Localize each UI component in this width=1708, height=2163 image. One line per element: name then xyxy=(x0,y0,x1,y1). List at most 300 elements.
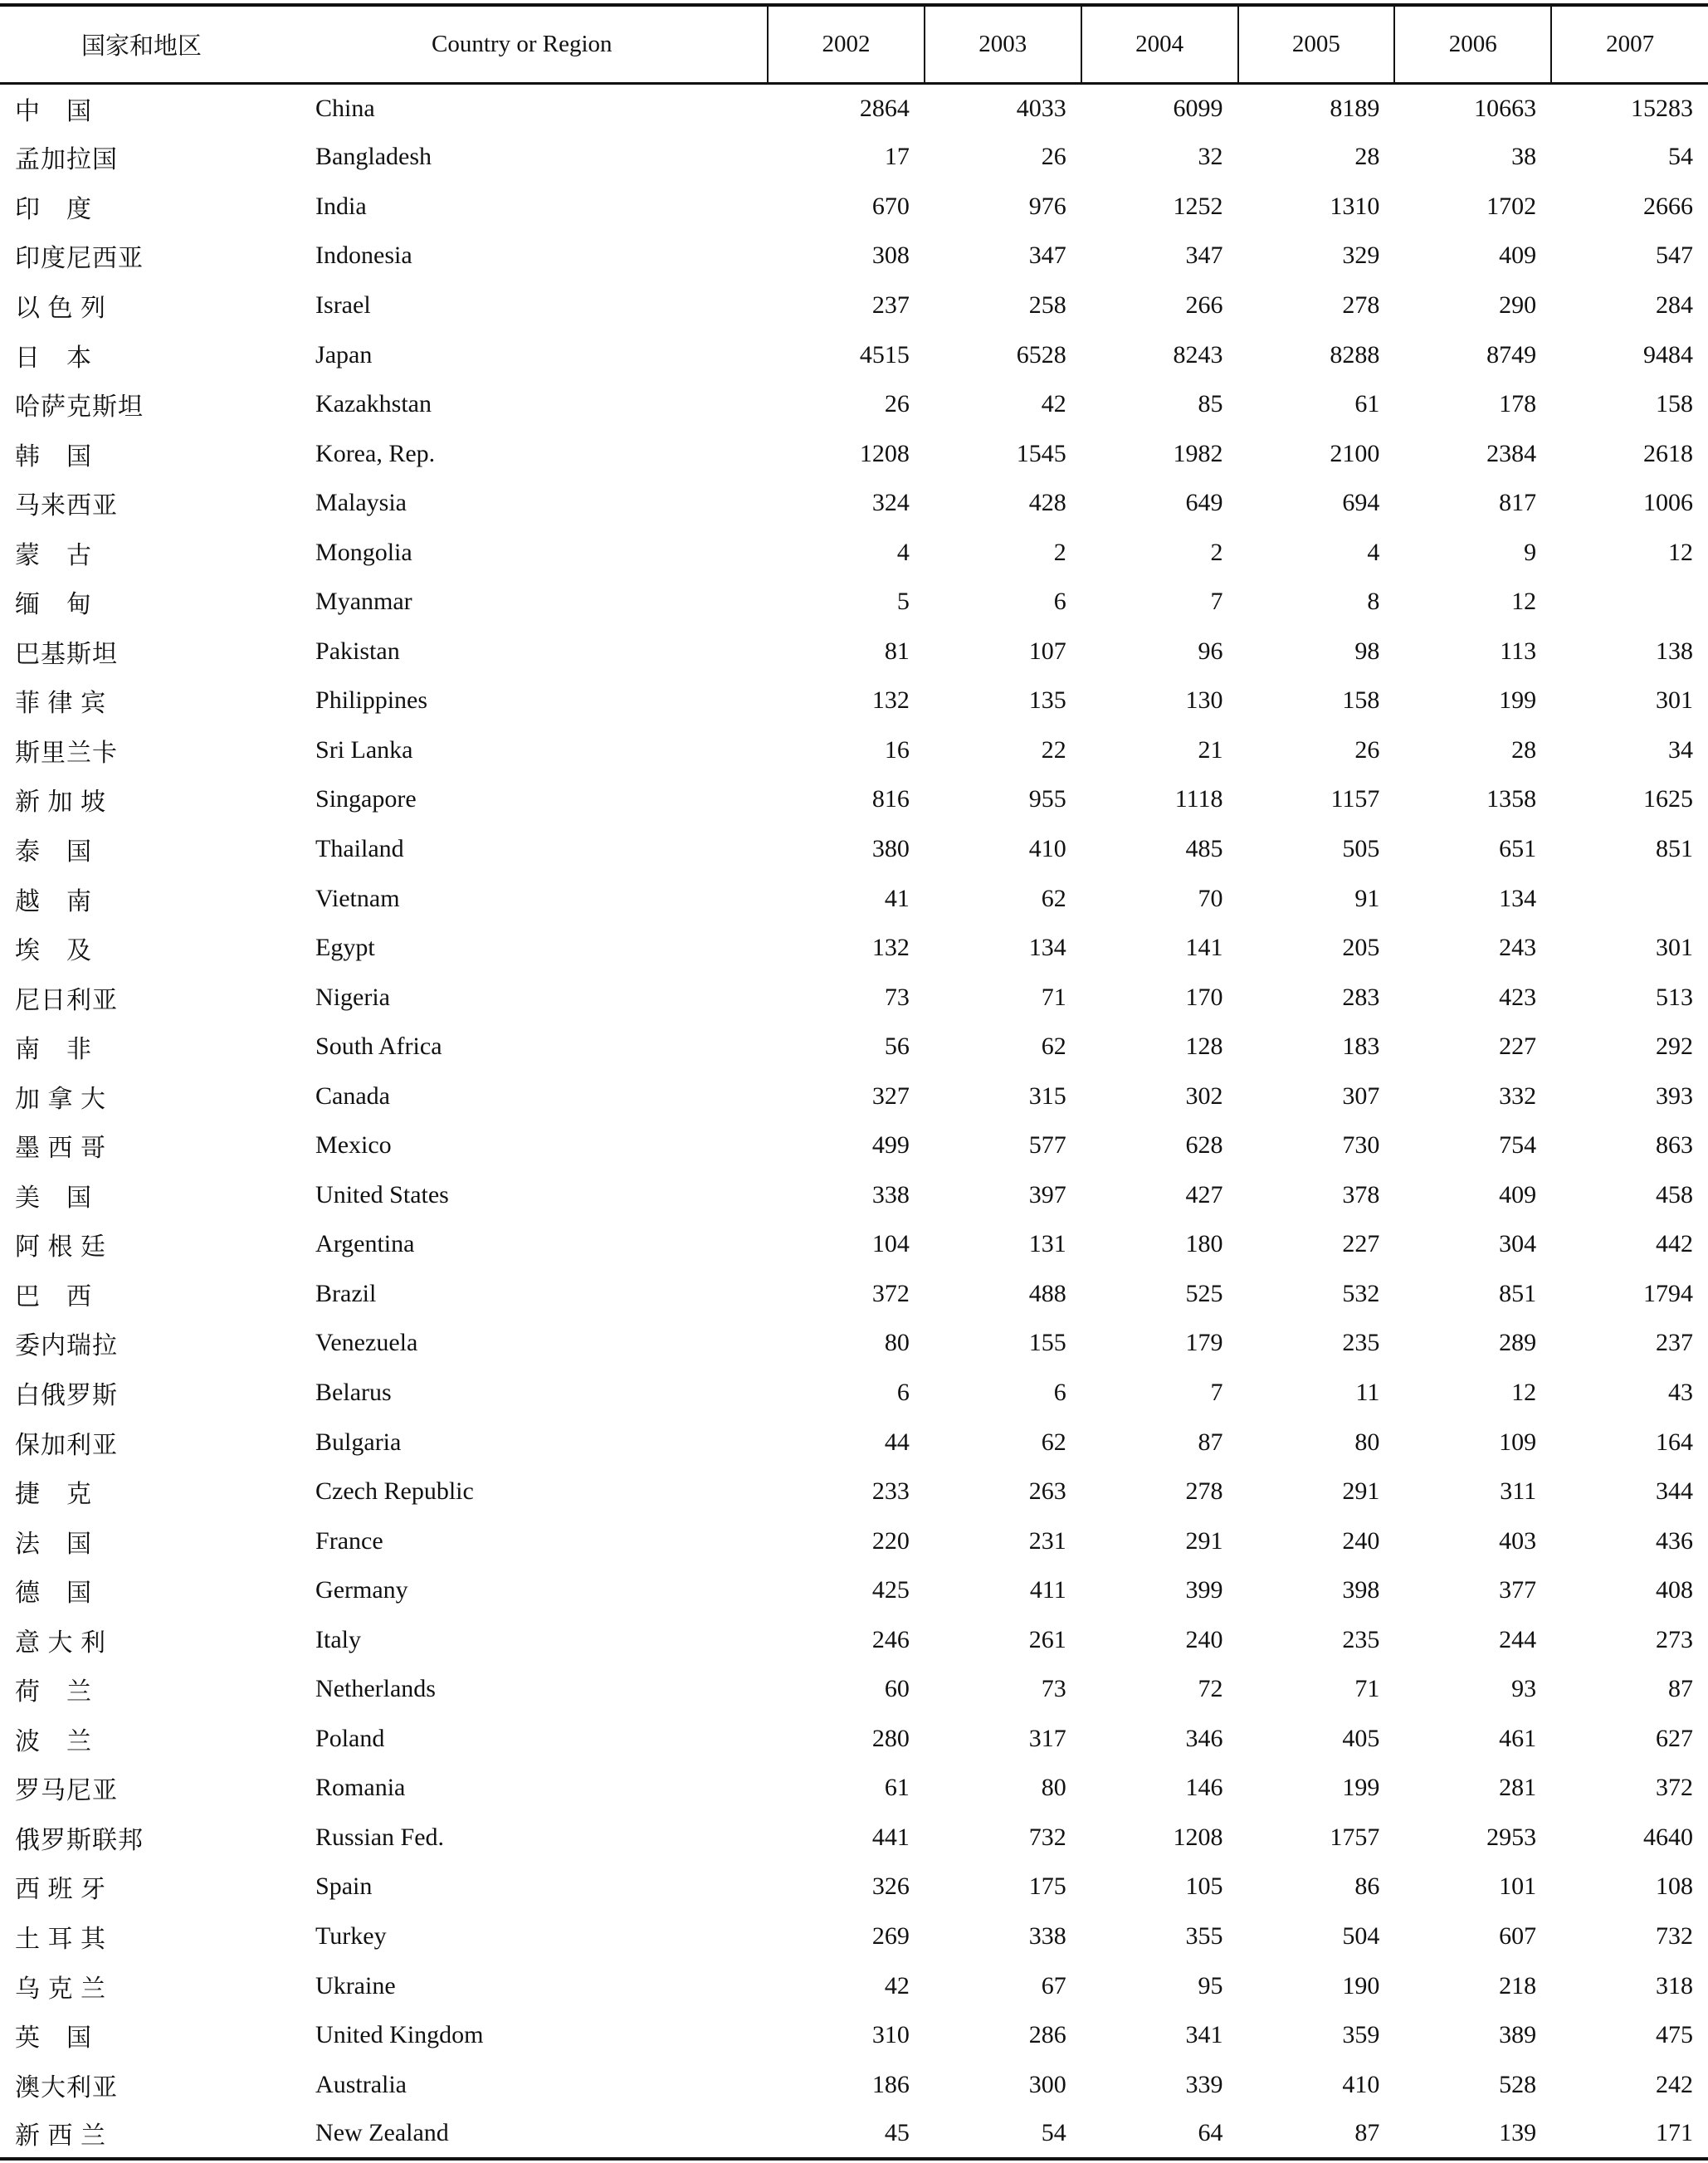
value-cell-2003: 26 xyxy=(1041,143,1066,171)
country-name-en: Germany xyxy=(315,1576,408,1604)
value-cell-2003: 231 xyxy=(1028,1526,1066,1555)
value-cell-2002: 670 xyxy=(871,192,910,220)
value-cell-2002: 42 xyxy=(884,1971,910,1999)
table-row xyxy=(0,676,1708,726)
value-cell-2003: 410 xyxy=(1028,834,1066,862)
table-row xyxy=(0,1764,1708,1814)
header-year-2007: 2007 xyxy=(1551,5,1708,83)
value-cell-2003: 80 xyxy=(1041,1774,1066,1802)
value-cell-2006: 289 xyxy=(1499,1329,1537,1357)
country-name-en: Netherlands xyxy=(315,1675,436,1703)
value-cell-2002: 73 xyxy=(884,983,910,1011)
value-cell-2003: 155 xyxy=(1028,1329,1066,1357)
country-name-en: Mongolia xyxy=(315,538,412,566)
value-cell-2005: 505 xyxy=(1342,834,1380,862)
country-name-en: Italy xyxy=(315,1625,362,1653)
value-cell-2004: 8243 xyxy=(1173,340,1223,369)
country-name-en: Singapore xyxy=(315,785,417,813)
table-row xyxy=(0,627,1708,676)
value-cell-2003: 577 xyxy=(1028,1131,1066,1160)
value-cell-2007: 15283 xyxy=(1631,94,1693,122)
value-cell-2005: 1757 xyxy=(1330,1823,1380,1851)
value-cell-2005: 98 xyxy=(1354,637,1380,665)
country-name-en: Argentina xyxy=(315,1230,415,1258)
value-cell-2003: 62 xyxy=(1041,1033,1066,1061)
table-row xyxy=(0,1121,1708,1170)
country-name-zh: 越 南 xyxy=(15,887,92,915)
value-cell-2003: 135 xyxy=(1028,686,1066,715)
country-name-zh: 罗马尼亚 xyxy=(15,1777,118,1805)
country-name-en: Bangladesh xyxy=(315,143,432,171)
value-cell-2007: 4640 xyxy=(1643,1823,1693,1851)
value-cell-2002: 338 xyxy=(871,1180,910,1208)
header-year-2004: 2004 xyxy=(1081,5,1238,83)
value-cell-2003: 347 xyxy=(1028,242,1066,270)
value-cell-2007 xyxy=(1551,874,1708,924)
value-cell-2005: 80 xyxy=(1354,1428,1380,1456)
value-cell-2004: 346 xyxy=(1185,1724,1223,1752)
value-cell-2004: 6099 xyxy=(1173,94,1223,122)
data-table xyxy=(0,3,1708,2161)
country-name-zh: 白俄罗斯 xyxy=(15,1381,118,1409)
value-cell-2002: 132 xyxy=(871,934,910,962)
value-cell-2004: 347 xyxy=(1185,242,1223,270)
value-cell-2004: 1252 xyxy=(1173,192,1223,220)
country-name-zh: 荷 兰 xyxy=(15,1678,92,1706)
value-cell-2004: 649 xyxy=(1185,489,1223,517)
value-cell-2005: 694 xyxy=(1342,489,1380,517)
value-cell-2003: 71 xyxy=(1041,983,1066,1011)
country-name-en: United States xyxy=(315,1180,449,1208)
country-name-zh: 捷 克 xyxy=(15,1481,92,1509)
table-row xyxy=(0,1022,1708,1072)
value-cell-2004: 302 xyxy=(1185,1082,1223,1110)
country-name-zh: 加 拿 大 xyxy=(15,1085,106,1113)
value-cell-2004: 130 xyxy=(1185,686,1223,715)
country-name-zh: 土 耳 其 xyxy=(15,1926,106,1953)
value-cell-2005: 307 xyxy=(1342,1082,1380,1110)
value-cell-2007: 108 xyxy=(1656,1872,1693,1901)
country-name-en: Poland xyxy=(315,1724,385,1752)
value-cell-2007: 863 xyxy=(1656,1131,1693,1160)
table-row xyxy=(0,1072,1708,1121)
value-cell-2004: 278 xyxy=(1185,1477,1223,1506)
table-row xyxy=(0,775,1708,825)
country-name-zh: 斯里兰卡 xyxy=(15,739,118,767)
value-cell-2006: 403 xyxy=(1499,1526,1537,1555)
value-cell-2004: 85 xyxy=(1198,390,1223,418)
value-cell-2007: 158 xyxy=(1656,390,1693,418)
value-cell-2005: 190 xyxy=(1342,1971,1380,1999)
table-row xyxy=(0,1269,1708,1319)
value-cell-2007: 292 xyxy=(1656,1033,1693,1061)
country-name-en: Brazil xyxy=(315,1279,377,1307)
value-cell-2007: 627 xyxy=(1656,1724,1693,1752)
country-name-en: Belarus xyxy=(315,1378,392,1406)
country-name-en: Ukraine xyxy=(315,1971,396,1999)
value-cell-2002: 327 xyxy=(871,1082,910,1110)
header-country-en: Country or Region xyxy=(282,5,768,83)
country-name-en: Czech Republic xyxy=(315,1477,474,1506)
value-cell-2007: 513 xyxy=(1656,983,1693,1011)
value-cell-2006: 817 xyxy=(1499,489,1537,517)
value-cell-2006: 332 xyxy=(1499,1082,1537,1110)
value-cell-2007: 851 xyxy=(1656,834,1693,862)
value-cell-2006: 139 xyxy=(1394,2109,1551,2159)
table-row xyxy=(0,1912,1708,1961)
value-cell-2005: 28 xyxy=(1354,143,1380,171)
country-name-zh: 巴基斯坦 xyxy=(15,640,118,668)
country-name-zh: 西 班 牙 xyxy=(15,1876,106,1904)
country-name-zh: 德 国 xyxy=(15,1580,92,1608)
value-cell-2005: 199 xyxy=(1342,1774,1380,1802)
value-cell-2005: 86 xyxy=(1354,1872,1380,1901)
value-cell-2004: 21 xyxy=(1198,735,1223,764)
country-name-zh: 美 国 xyxy=(15,1184,92,1212)
value-cell-2002: 425 xyxy=(871,1576,910,1604)
table-row xyxy=(0,2060,1708,2110)
value-cell-2002: 269 xyxy=(871,1922,910,1950)
country-name-en: Korea, Rep. xyxy=(315,439,436,467)
value-cell-2003: 22 xyxy=(1041,735,1066,764)
value-cell-2006: 1358 xyxy=(1486,785,1537,813)
table-row xyxy=(0,1565,1708,1615)
value-cell-2004: 105 xyxy=(1185,1872,1223,1901)
value-cell-2007: 458 xyxy=(1656,1180,1693,1208)
value-cell-2007: 344 xyxy=(1656,1477,1693,1506)
value-cell-2002: 60 xyxy=(884,1675,910,1703)
table-row xyxy=(0,923,1708,973)
value-cell-2007: 87 xyxy=(1668,1675,1693,1703)
country-name-zh: 哈萨克斯坦 xyxy=(15,393,144,422)
country-name-zh: 菲 律 宾 xyxy=(15,690,106,718)
value-cell-2006: 227 xyxy=(1499,1033,1537,1061)
value-cell-2005: 2100 xyxy=(1330,439,1380,467)
value-cell-2005: 359 xyxy=(1342,2021,1380,2049)
table-row xyxy=(0,182,1708,232)
country-name-zh: 乌 克 兰 xyxy=(15,1975,106,2003)
value-cell-2005: 8189 xyxy=(1330,94,1380,122)
value-cell-2005: 730 xyxy=(1342,1131,1380,1160)
table-header xyxy=(0,5,1708,83)
value-cell-2002: 132 xyxy=(871,686,910,715)
value-cell-2006: 281 xyxy=(1499,1774,1537,1802)
table-row xyxy=(0,528,1708,578)
country-name-en: Myanmar xyxy=(315,588,412,616)
value-cell-2004: 180 xyxy=(1185,1230,1223,1258)
value-cell-2004: 1118 xyxy=(1174,785,1223,813)
value-cell-2003: 62 xyxy=(1041,1428,1066,1456)
value-cell-2007: 164 xyxy=(1656,1428,1693,1456)
value-cell-2002: 220 xyxy=(871,1526,910,1555)
value-cell-2002: 308 xyxy=(871,242,910,270)
value-cell-2006: 101 xyxy=(1499,1872,1537,1901)
table-row xyxy=(0,2109,1708,2159)
table-row xyxy=(0,973,1708,1023)
value-cell-2002: 237 xyxy=(871,291,910,319)
country-name-en: Israel xyxy=(315,291,371,319)
table-row xyxy=(0,429,1708,479)
value-cell-2005: 183 xyxy=(1342,1033,1380,1061)
value-cell-2004: 141 xyxy=(1185,934,1223,962)
value-cell-2006: 10663 xyxy=(1474,94,1537,122)
value-cell-2005: 378 xyxy=(1342,1180,1380,1208)
value-cell-2007: 408 xyxy=(1656,1576,1693,1604)
country-name-zh: 墨 西 哥 xyxy=(15,1135,106,1163)
value-cell-2003: 300 xyxy=(1028,2070,1066,2098)
value-cell-2004: 427 xyxy=(1185,1180,1223,1208)
country-name-en: Canada xyxy=(315,1082,390,1110)
header-year-2006: 2006 xyxy=(1394,5,1551,83)
country-name-en: Romania xyxy=(315,1774,406,1802)
value-cell-2005: 283 xyxy=(1342,983,1380,1011)
value-cell-2003: 317 xyxy=(1028,1724,1066,1752)
value-cell-2002: 310 xyxy=(871,2021,910,2049)
value-cell-2006: 607 xyxy=(1499,1922,1537,1950)
table-body xyxy=(0,83,1708,2159)
value-cell-2005: 1310 xyxy=(1330,192,1380,220)
country-name-en: Pakistan xyxy=(315,637,400,665)
country-name-zh: 以 色 列 xyxy=(15,294,106,322)
value-cell-2004: 355 xyxy=(1185,1922,1223,1950)
value-cell-2006: 28 xyxy=(1511,735,1537,764)
country-name-en: Turkey xyxy=(315,1922,387,1950)
country-name-zh: 新 加 坡 xyxy=(15,789,106,817)
value-cell-2007: 732 xyxy=(1656,1922,1693,1950)
value-cell-2003: 286 xyxy=(1028,2021,1066,2049)
value-cell-2006: 423 xyxy=(1499,983,1537,1011)
value-cell-2006: 199 xyxy=(1499,686,1537,715)
value-cell-2002: 246 xyxy=(871,1625,910,1653)
value-cell-2006: 218 xyxy=(1499,1971,1537,1999)
value-cell-2005: 291 xyxy=(1342,1477,1380,1506)
table-row xyxy=(0,1665,1708,1715)
header-country-zh: 国家和地区 xyxy=(0,5,282,83)
value-cell-2006: 12 xyxy=(1511,588,1537,616)
table-row xyxy=(0,1368,1708,1418)
value-cell-2004: 70 xyxy=(1198,884,1223,912)
value-cell-2007: 284 xyxy=(1656,291,1693,319)
value-cell-2006: 244 xyxy=(1499,1625,1537,1653)
table-row xyxy=(0,1418,1708,1467)
country-name-zh: 波 兰 xyxy=(15,1727,92,1755)
table-row xyxy=(0,133,1708,183)
value-cell-2006: 1702 xyxy=(1486,192,1537,220)
value-cell-2007: 2618 xyxy=(1643,439,1693,467)
country-name-zh: 巴 西 xyxy=(15,1282,92,1311)
value-cell-2002: 326 xyxy=(871,1872,910,1901)
value-cell-2002: 372 xyxy=(871,1279,910,1307)
value-cell-2004: 399 xyxy=(1185,1576,1223,1604)
country-name-en: China xyxy=(315,94,375,122)
value-cell-2005: 158 xyxy=(1342,686,1380,715)
table-row xyxy=(0,2010,1708,2060)
value-cell-2005: 61 xyxy=(1354,390,1380,418)
value-cell-2004: 628 xyxy=(1185,1131,1223,1160)
value-cell-2002: 441 xyxy=(871,1823,910,1851)
value-cell-2007: 301 xyxy=(1656,934,1693,962)
country-name-zh: 印 度 xyxy=(15,195,92,223)
country-name-zh: 尼日利亚 xyxy=(15,986,118,1014)
value-cell-2004: 7 xyxy=(1210,1378,1223,1406)
value-cell-2005: 398 xyxy=(1342,1576,1380,1604)
value-cell-2002: 2864 xyxy=(859,94,910,122)
country-name-zh: 中 国 xyxy=(15,97,92,125)
value-cell-2006: 409 xyxy=(1499,242,1537,270)
value-cell-2002: 61 xyxy=(884,1774,910,1802)
table-row xyxy=(0,1170,1708,1220)
value-cell-2003: 315 xyxy=(1028,1082,1066,1110)
value-cell-2002: 280 xyxy=(871,1724,910,1752)
value-cell-2006: 93 xyxy=(1511,1675,1537,1703)
value-cell-2005: 11 xyxy=(1355,1378,1380,1406)
country-name-en: Philippines xyxy=(315,686,428,715)
value-cell-2006: 651 xyxy=(1499,834,1537,862)
value-cell-2003: 258 xyxy=(1028,291,1066,319)
value-cell-2005: 532 xyxy=(1342,1279,1380,1307)
value-cell-2004: 341 xyxy=(1185,2021,1223,2049)
value-cell-2005: 205 xyxy=(1342,934,1380,962)
value-cell-2003: 54 xyxy=(925,2109,1081,2159)
value-cell-2007: 12 xyxy=(1668,538,1693,566)
table-row xyxy=(0,379,1708,429)
country-name-zh: 意 大 利 xyxy=(15,1628,106,1657)
value-cell-2007: 171 xyxy=(1551,2109,1708,2159)
value-cell-2003: 4033 xyxy=(1016,94,1066,122)
value-cell-2002: 81 xyxy=(884,637,910,665)
value-cell-2003: 2 xyxy=(1053,538,1066,566)
value-cell-2005: 235 xyxy=(1342,1625,1380,1653)
value-cell-2003: 397 xyxy=(1028,1180,1066,1208)
value-cell-2007 xyxy=(1551,577,1708,627)
value-cell-2006: 8749 xyxy=(1486,340,1537,369)
value-cell-2004: 525 xyxy=(1185,1279,1223,1307)
country-name-en: Australia xyxy=(315,2070,407,2098)
table-row xyxy=(0,1961,1708,2011)
value-cell-2003: 976 xyxy=(1028,192,1066,220)
country-name-en: Sri Lanka xyxy=(315,735,413,764)
table-row xyxy=(0,281,1708,330)
country-name-en: Vietnam xyxy=(315,884,400,912)
country-name-zh: 马来西亚 xyxy=(15,492,118,520)
value-cell-2004: 1208 xyxy=(1173,1823,1223,1851)
value-cell-2006: 851 xyxy=(1499,1279,1537,1307)
table-row xyxy=(0,1813,1708,1863)
table-row xyxy=(0,1615,1708,1665)
value-cell-2002: 26 xyxy=(884,390,910,418)
value-cell-2007: 393 xyxy=(1656,1082,1693,1110)
table-row xyxy=(0,1467,1708,1516)
value-cell-2004: 240 xyxy=(1185,1625,1223,1653)
value-cell-2003: 131 xyxy=(1028,1230,1066,1258)
country-name-en: Egypt xyxy=(315,934,375,962)
value-cell-2005: 227 xyxy=(1342,1230,1380,1258)
value-cell-2005: 405 xyxy=(1342,1724,1380,1752)
value-cell-2006: 377 xyxy=(1499,1576,1537,1604)
country-name-zh: 泰 国 xyxy=(15,837,92,866)
value-cell-2004: 72 xyxy=(1198,1675,1223,1703)
value-cell-2007: 318 xyxy=(1656,1971,1693,1999)
value-cell-2006: 2384 xyxy=(1486,439,1537,467)
country-name-en: Thailand xyxy=(315,834,404,862)
value-cell-2003: 1545 xyxy=(1016,439,1066,467)
value-cell-2003: 732 xyxy=(1028,1823,1066,1851)
header-row xyxy=(0,5,1708,83)
value-cell-2006: 243 xyxy=(1499,934,1537,962)
value-cell-2002: 186 xyxy=(871,2070,910,2098)
value-cell-2005: 8 xyxy=(1367,588,1380,616)
value-cell-2002: 16 xyxy=(884,735,910,764)
country-name-en: India xyxy=(315,192,367,220)
value-cell-2003: 6528 xyxy=(1016,340,1066,369)
table-row xyxy=(0,824,1708,874)
value-cell-2006: 304 xyxy=(1499,1230,1537,1258)
value-cell-2006: 12 xyxy=(1511,1378,1537,1406)
country-name-zh: 印度尼西亚 xyxy=(15,245,144,273)
value-cell-2002: 45 xyxy=(768,2109,925,2159)
country-name-en: France xyxy=(315,1526,383,1555)
table-row xyxy=(0,1319,1708,1369)
value-cell-2003: 67 xyxy=(1041,1971,1066,1999)
country-name-en: Malaysia xyxy=(315,489,407,517)
country-name-zh: 委内瑞拉 xyxy=(15,1332,118,1360)
value-cell-2007: 442 xyxy=(1656,1230,1693,1258)
value-cell-2002: 324 xyxy=(871,489,910,517)
value-cell-2003: 488 xyxy=(1028,1279,1066,1307)
country-name-zh: 澳大利亚 xyxy=(15,2073,118,2102)
value-cell-2007: 1794 xyxy=(1643,1279,1693,1307)
value-cell-2007: 2666 xyxy=(1643,192,1693,220)
country-name-en: Bulgaria xyxy=(315,1428,402,1456)
header-year-2003: 2003 xyxy=(925,5,1081,83)
country-name-zh: 保加利亚 xyxy=(15,1431,118,1459)
country-name-zh: 日 本 xyxy=(15,344,92,372)
value-cell-2003: 6 xyxy=(1053,588,1066,616)
header-year-2005: 2005 xyxy=(1238,5,1395,83)
value-cell-2002: 41 xyxy=(884,884,910,912)
country-name-zh: 新 西 兰 xyxy=(0,2109,282,2159)
value-cell-2005: 4 xyxy=(1367,538,1380,566)
value-cell-2003: 6 xyxy=(1053,1378,1066,1406)
country-name-en: United Kingdom xyxy=(315,2021,484,2049)
country-name-en: Kazakhstan xyxy=(315,390,432,418)
table-row xyxy=(0,330,1708,380)
country-name-zh: 蒙 古 xyxy=(15,541,92,569)
value-cell-2005: 410 xyxy=(1342,2070,1380,2098)
value-cell-2003: 175 xyxy=(1028,1872,1066,1901)
table-row xyxy=(0,1714,1708,1764)
table-row xyxy=(0,577,1708,627)
country-name-zh: 法 国 xyxy=(15,1530,92,1558)
value-cell-2004: 266 xyxy=(1185,291,1223,319)
value-cell-2004: 146 xyxy=(1185,1774,1223,1802)
country-name-zh: 孟加拉国 xyxy=(15,146,118,174)
value-cell-2002: 17 xyxy=(884,143,910,171)
value-cell-2006: 9 xyxy=(1524,538,1537,566)
value-cell-2002: 499 xyxy=(871,1131,910,1160)
value-cell-2007: 1006 xyxy=(1643,489,1693,517)
value-cell-2003: 73 xyxy=(1041,1675,1066,1703)
country-name-zh: 南 非 xyxy=(15,1036,92,1064)
value-cell-2007: 43 xyxy=(1668,1378,1693,1406)
table-row xyxy=(0,83,1708,133)
value-cell-2006: 2953 xyxy=(1486,1823,1537,1851)
value-cell-2004: 2 xyxy=(1210,538,1223,566)
value-cell-2004: 339 xyxy=(1185,2070,1223,2098)
table-row xyxy=(0,232,1708,281)
value-cell-2002: 380 xyxy=(871,834,910,862)
value-cell-2007: 242 xyxy=(1656,2070,1693,2098)
